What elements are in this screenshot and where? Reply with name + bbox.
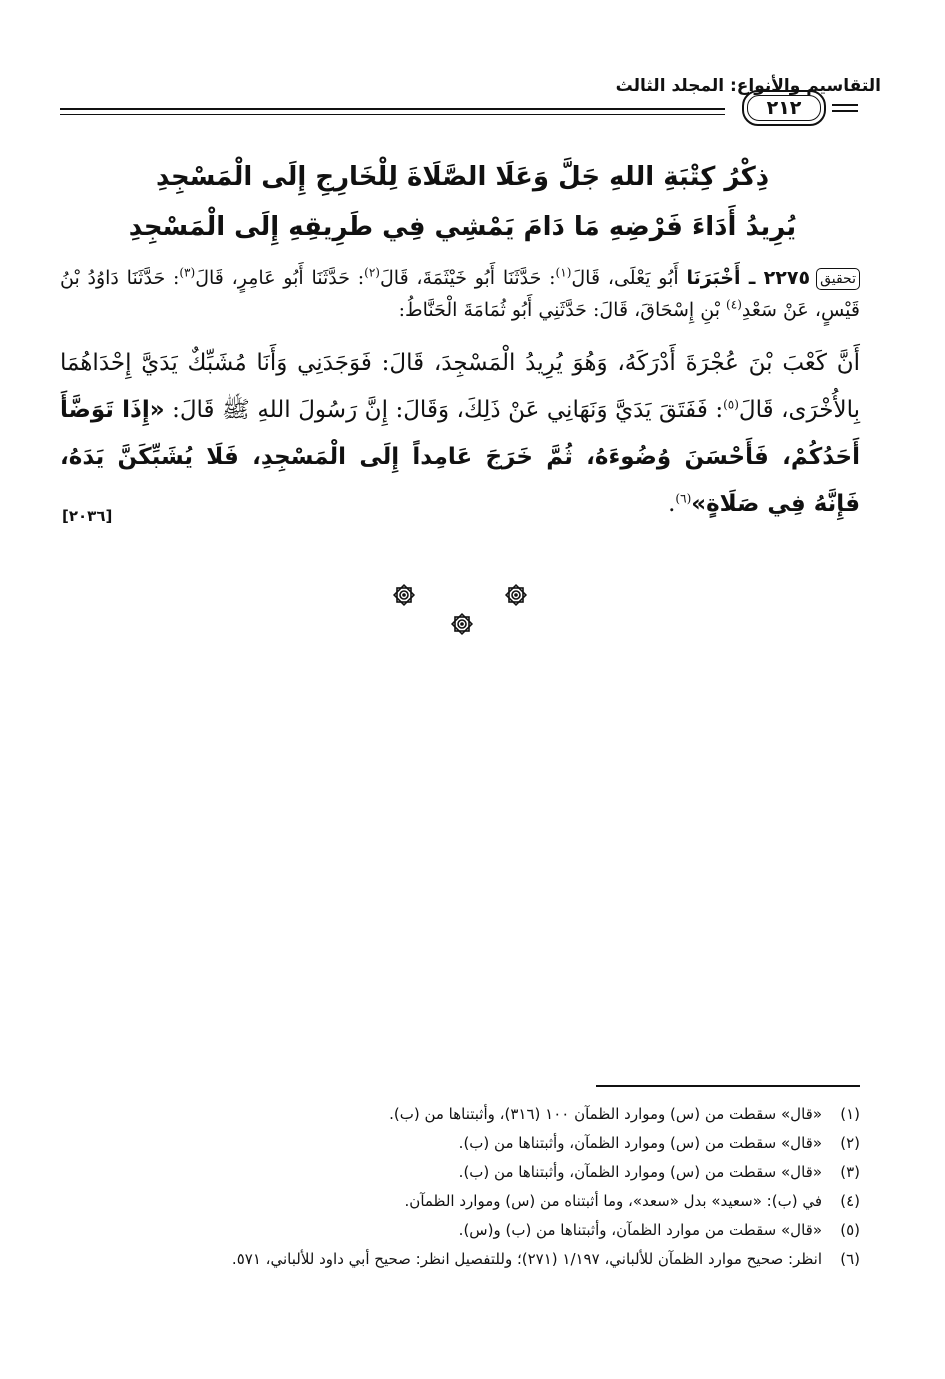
chapter-title-line-2: يُرِيدُ أَدَاءَ فَرْضِهِ مَا دَامَ يَمْشِي فِي طَرِيقِهِ إِلَى الْمَسْجِدِ bbox=[128, 212, 797, 242]
hadith-reference: [٢٠٣٦] bbox=[62, 507, 113, 525]
footnote-item bbox=[60, 1129, 860, 1158]
header-tail-rule bbox=[832, 110, 858, 112]
opening-word: أَخْبَرَنَا bbox=[686, 267, 741, 289]
footnote-ref-1: (١) bbox=[555, 265, 572, 280]
isnad-text: : حَدَّثَنَا أَبُو عَامِرٍ، قَالَ bbox=[195, 267, 365, 289]
flower-ornament-icon bbox=[504, 583, 528, 607]
matn-text: أَنَّ كَعْبَ بْنَ عُجْرَةَ أَدْرَكَهُ، وَهُوَ يُرِيدُ الْمَسْجِدَ، قَالَ: فَوَجَدَنِي وَأَنَا مُشَبِّكٌ يَدَيَّ إِحْدَاهُمَا بِالأُخْرَى، قَالَ bbox=[60, 350, 860, 423]
footnote-number: (١) bbox=[840, 1105, 860, 1123]
isnad-text: بْنِ إِسْحَاقَ، قَالَ: حَدَّثَنِي أَبُو ثُمَامَةَ الْحَنَّاطُ: bbox=[398, 299, 727, 321]
footnote-item bbox=[60, 1216, 860, 1245]
footnote-number: (٥) bbox=[840, 1221, 860, 1239]
page-number: ٢١٢ bbox=[747, 95, 821, 121]
footnote-number: (٤) bbox=[840, 1192, 860, 1210]
matn-end: . bbox=[668, 491, 676, 517]
header-tail-rule bbox=[832, 104, 858, 106]
footnote-text: «قال» سقطت من موارد الظمآن، وأثبتناها من (ب) و(س). bbox=[458, 1221, 822, 1239]
hadith-number: ٢٢٧٥ bbox=[763, 267, 811, 289]
running-title: التقاسيم والأنواع: المجلد الثالث bbox=[615, 76, 881, 96]
matn-text: : فَفَتَقَ يَدَيَّ وَنَهَانِي عَنْ ذَلِكَ، وَقَالَ: إِنَّ رَسُولَ اللهِ ﷺ قَالَ: bbox=[164, 397, 724, 423]
footnote-text: «قال» سقطت من (س) وموارد الظمآن ١٠٠ (٣١٦)، وأثبتناها من (ب). bbox=[389, 1105, 822, 1123]
dash: ـ bbox=[740, 267, 764, 289]
footnote-ref-4: (٤) bbox=[726, 297, 742, 312]
flower-ornament-icon bbox=[450, 612, 474, 636]
footnote-number: (٢) bbox=[840, 1134, 860, 1152]
isnad-text: : حَدَّثَنَا أَبُو خَيْثَمَةَ، قَالَ bbox=[379, 267, 556, 289]
footnote-item bbox=[60, 1158, 860, 1187]
footnote-item bbox=[60, 1245, 860, 1274]
chapter-title-line-1: ذِكْرُ كِتْبَةِ اللهِ جَلَّ وَعَلَا الصَّلَاةَ لِلْخَارِجِ إِلَى الْمَسْجِدِ bbox=[155, 162, 770, 192]
footnote-ref-3: (٣) bbox=[179, 265, 196, 280]
footnote-item bbox=[60, 1187, 860, 1216]
hadith-quote: «إِذَا تَوَضَّأَ أَحَدُكُمْ، فَأَحْسَنَ وُضُوءَهُ، ثُمَّ خَرَجَ عَامِداً إِلَى الْمَسْجِدِ، فَلَا يُشَبِّكَنَّ يَدَهُ، فَإِنَّهُ فِي صَلَاةٍ» bbox=[60, 397, 860, 517]
footnote-number: (٣) bbox=[840, 1163, 860, 1181]
verification-badge: تحقيق bbox=[816, 268, 860, 290]
footnotes bbox=[60, 1100, 860, 1274]
footnote-text: «قال» سقطت من (س) وموارد الظمآن، وأثبتناها من (ب). bbox=[458, 1163, 822, 1181]
isnad-paragraph bbox=[60, 262, 860, 326]
footnote-ref-5: (٥) bbox=[723, 397, 739, 412]
header-rule-thin bbox=[60, 114, 725, 115]
footnote-number: (٦) bbox=[840, 1250, 860, 1268]
footnote-item bbox=[60, 1100, 860, 1129]
footnote-separator bbox=[596, 1085, 860, 1087]
isnad-text: أَبُو يَعْلَى، قَالَ bbox=[571, 267, 687, 289]
footnote-text: في (ب): «سعيد» بدل «سعد»، وما أثبتناه من (س) وموارد الظمآن. bbox=[404, 1192, 822, 1210]
footnote-text: انظر: صحيح موارد الظمآن للألباني، ١/١٩٧ (٢٧١)؛ وللتفصيل انظر: صحيح أبي داود للألباني، ٥٧١. bbox=[231, 1250, 822, 1268]
matn-paragraph bbox=[60, 340, 860, 528]
page-number-frame bbox=[742, 90, 826, 126]
footnote-ref-2: (٢) bbox=[364, 265, 380, 280]
isnad-text: : حَدَّثَنَا دَاوُدُ بْنُ قَيْسٍ، عَنْ سَعْدِ bbox=[60, 267, 860, 321]
footnote-ref-6: (٦) bbox=[675, 491, 692, 506]
header-rule bbox=[60, 108, 725, 110]
footnote-text: «قال» سقطت من (س) وموارد الظمآن، وأثبتناها من (ب). bbox=[458, 1134, 822, 1152]
flower-ornament-icon bbox=[392, 583, 416, 607]
